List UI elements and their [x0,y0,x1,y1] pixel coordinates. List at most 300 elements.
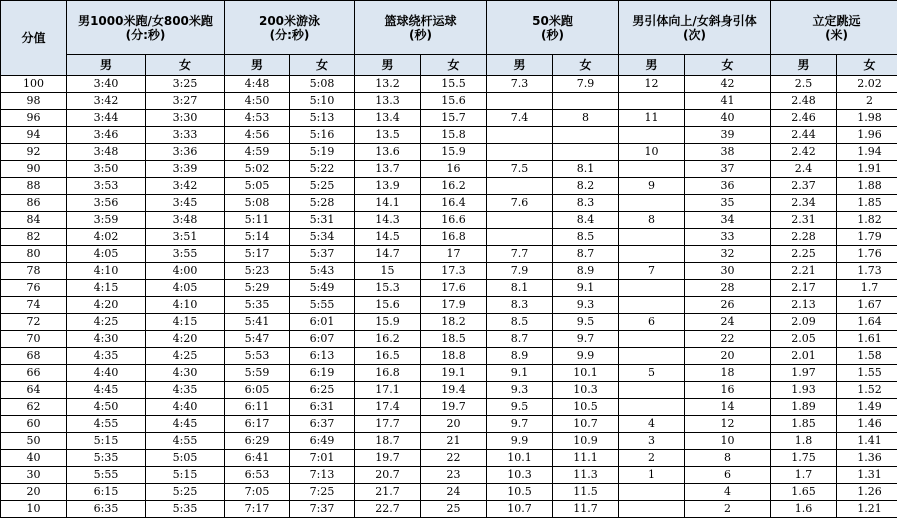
table-cell: 17.7 [355,416,421,433]
table-cell: 4:59 [225,144,290,161]
score-cell: 40 [1,450,67,467]
table-cell: 2.21 [771,263,837,280]
table-cell: 28 [685,280,771,297]
table-cell: 1.8 [771,433,837,450]
table-cell: 11.1 [553,450,619,467]
table-cell: 5:23 [225,263,290,280]
table-cell: 6:07 [290,331,355,348]
score-cell: 62 [1,399,67,416]
table-cell: 15.3 [355,280,421,297]
table-cell: 10 [619,144,685,161]
table-cell: 2.02 [837,76,897,93]
group-header-run [67,1,225,55]
table-cell: 11 [619,110,685,127]
score-cell: 86 [1,195,67,212]
table-cell: 20.7 [355,467,421,484]
table-cell: 9.9 [553,348,619,365]
table-cell: 1.31 [837,467,897,484]
table-cell: 5:05 [146,450,225,467]
table-cell: 16 [421,161,487,178]
table-cell [619,195,685,212]
table-cell: 17 [421,246,487,263]
table-cell: 3:48 [146,212,225,229]
table-cell: 6:41 [225,450,290,467]
table-cell: 2.4 [771,161,837,178]
table-cell: 42 [685,76,771,93]
table-row [1,501,897,518]
table-cell: 17.3 [421,263,487,280]
table-cell: 4:55 [67,416,146,433]
female-header: 女 [290,55,355,76]
table-cell: 5:19 [290,144,355,161]
table-cell: 9.3 [553,297,619,314]
table-cell: 7.9 [553,76,619,93]
score-cell: 60 [1,416,67,433]
group-title: 男引体向上/女斜身引体 [619,14,770,28]
table-cell: 10 [685,433,771,450]
score-cell: 78 [1,263,67,280]
table-cell [619,93,685,110]
table-row [1,195,897,212]
table-cell: 9.5 [487,399,553,416]
table-cell: 5:16 [290,127,355,144]
table-cell [487,93,553,110]
table-cell: 4:56 [225,127,290,144]
table-row [1,484,897,501]
table-cell: 1.36 [837,450,897,467]
table-cell [619,297,685,314]
table-cell: 20 [421,416,487,433]
female-header: 女 [837,55,897,76]
table-row [1,348,897,365]
table-cell: 1.21 [837,501,897,518]
table-cell: 2.28 [771,229,837,246]
table-cell: 5:31 [290,212,355,229]
table-cell [619,229,685,246]
table-cell: 5:59 [225,365,290,382]
table-cell: 16.2 [421,178,487,195]
table-cell: 15.8 [421,127,487,144]
score-cell: 70 [1,331,67,348]
table-cell [619,331,685,348]
table-cell: 1.65 [771,484,837,501]
table-cell: 15.9 [421,144,487,161]
table-cell [619,246,685,263]
table-cell: 1.58 [837,348,897,365]
table-cell: 2.25 [771,246,837,263]
table-cell: 25 [421,501,487,518]
table-cell: 19.4 [421,382,487,399]
table-cell: 6:53 [225,467,290,484]
table-cell: 9.3 [487,382,553,399]
table-cell: 4:53 [225,110,290,127]
table-cell: 9.5 [553,314,619,331]
table-cell: 19.7 [355,450,421,467]
table-cell: 9 [619,178,685,195]
table-cell [619,280,685,297]
table-cell: 5:22 [290,161,355,178]
table-cell: 2.48 [771,93,837,110]
table-cell: 18.7 [355,433,421,450]
table-cell: 3:25 [146,76,225,93]
table-cell: 6:37 [290,416,355,433]
table-cell: 15 [355,263,421,280]
male-header: 男 [67,55,146,76]
table-cell: 1 [619,467,685,484]
table-cell: 2.01 [771,348,837,365]
table-row [1,314,897,331]
table-cell: 2.42 [771,144,837,161]
female-header: 女 [685,55,771,76]
table-cell: 7:17 [225,501,290,518]
table-cell: 7.9 [487,263,553,280]
table-cell: 33 [685,229,771,246]
table-cell: 41 [685,93,771,110]
table-cell: 4:25 [146,348,225,365]
group-header-pullup [619,1,771,55]
group-unit: (秒) [355,28,486,42]
table-cell: 1.7 [771,467,837,484]
table-cell: 15.7 [421,110,487,127]
table-cell: 1.85 [837,195,897,212]
score-cell: 88 [1,178,67,195]
score-cell: 10 [1,501,67,518]
table-cell: 8.9 [553,263,619,280]
table-cell: 6:29 [225,433,290,450]
table-cell: 5:29 [225,280,290,297]
table-cell: 4:48 [225,76,290,93]
table-cell: 30 [685,263,771,280]
table-row [1,399,897,416]
table-cell: 4:05 [146,280,225,297]
table-cell [487,178,553,195]
table-cell: 4:45 [67,382,146,399]
table-cell: 8 [553,110,619,127]
table-cell: 16.5 [355,348,421,365]
table-cell: 4:40 [146,399,225,416]
table-row [1,178,897,195]
group-header-swim [225,1,355,55]
table-cell: 24 [421,484,487,501]
group-header-50m [487,1,619,55]
table-cell: 4:40 [67,365,146,382]
table-cell: 16.2 [355,331,421,348]
table-cell [553,144,619,161]
table-header [1,1,897,76]
table-cell: 35 [685,195,771,212]
table-cell: 3:51 [146,229,225,246]
table-cell: 8.1 [553,161,619,178]
table-cell: 16.6 [421,212,487,229]
table-cell: 18.8 [421,348,487,365]
table-cell: 17.1 [355,382,421,399]
table-cell: 3:55 [146,246,225,263]
table-cell [487,144,553,161]
table-cell: 10.5 [553,399,619,416]
table-cell: 1.49 [837,399,897,416]
table-cell: 7:05 [225,484,290,501]
table-cell: 1.26 [837,484,897,501]
table-cell: 38 [685,144,771,161]
table-cell: 2.44 [771,127,837,144]
table-cell: 1.94 [837,144,897,161]
table-cell: 5:55 [290,297,355,314]
table-cell: 4:30 [67,331,146,348]
table-row [1,212,897,229]
table-cell: 8.5 [487,314,553,331]
male-header: 男 [619,55,685,76]
table-cell: 5:25 [146,484,225,501]
female-header: 女 [421,55,487,76]
score-cell: 100 [1,76,67,93]
group-unit: (分:秒) [225,28,354,42]
table-cell: 1.88 [837,178,897,195]
table-cell: 5:53 [225,348,290,365]
table-row [1,161,897,178]
score-cell: 96 [1,110,67,127]
table-cell: 22.7 [355,501,421,518]
table-cell: 21 [421,433,487,450]
table-cell: 5:41 [225,314,290,331]
table-cell: 5:55 [67,467,146,484]
table-cell: 13.3 [355,93,421,110]
table-cell [553,93,619,110]
table-cell: 2.13 [771,297,837,314]
table-cell: 5:08 [290,76,355,93]
table-row [1,229,897,246]
table-cell: 34 [685,212,771,229]
group-header-jump [771,1,897,55]
score-cell: 92 [1,144,67,161]
table-cell: 10.3 [487,467,553,484]
table-cell: 3:59 [67,212,146,229]
table-cell: 8.9 [487,348,553,365]
table-cell: 4:45 [146,416,225,433]
table-cell: 8.3 [487,297,553,314]
table-cell [553,127,619,144]
table-cell: 14.1 [355,195,421,212]
table-cell: 4:05 [67,246,146,263]
table-cell: 5:02 [225,161,290,178]
table-cell: 6:35 [67,501,146,518]
table-cell: 5:47 [225,331,290,348]
table-cell: 2 [837,93,897,110]
table-cell: 7:25 [290,484,355,501]
table-cell: 9.1 [553,280,619,297]
score-cell: 74 [1,297,67,314]
table-cell: 3:39 [146,161,225,178]
group-unit: (秒) [487,28,618,42]
table-cell: 1.46 [837,416,897,433]
table-cell: 6:01 [290,314,355,331]
female-header: 女 [553,55,619,76]
table-cell: 2.09 [771,314,837,331]
table-cell: 3:33 [146,127,225,144]
table-cell: 3:36 [146,144,225,161]
table-cell: 1.41 [837,433,897,450]
score-cell: 80 [1,246,67,263]
table-cell: 22 [685,331,771,348]
table-cell: 3:45 [146,195,225,212]
group-unit: (次) [619,28,770,42]
table-cell: 5:35 [225,297,290,314]
table-cell: 13.2 [355,76,421,93]
table-cell: 1.55 [837,365,897,382]
header-row-gender [1,55,897,76]
table-cell: 3:42 [146,178,225,195]
table-cell: 9.7 [487,416,553,433]
table-cell: 22 [421,450,487,467]
table-cell: 5:35 [67,450,146,467]
table-cell: 1.6 [771,501,837,518]
table-cell: 8.7 [487,331,553,348]
table-cell: 21.7 [355,484,421,501]
table-cell: 36 [685,178,771,195]
table-row [1,297,897,314]
table-cell: 6:17 [225,416,290,433]
group-unit: (米) [771,28,897,42]
score-cell: 64 [1,382,67,399]
table-cell: 1.67 [837,297,897,314]
table-cell: 32 [685,246,771,263]
table-row [1,416,897,433]
table-cell: 2.5 [771,76,837,93]
table-cell: 4:35 [146,382,225,399]
table-cell: 23 [421,467,487,484]
score-cell: 72 [1,314,67,331]
table-cell: 2.31 [771,212,837,229]
table-cell: 1.85 [771,416,837,433]
table-cell: 3:48 [67,144,146,161]
table-cell: 8.5 [553,229,619,246]
table-cell: 1.93 [771,382,837,399]
table-cell: 5:13 [290,110,355,127]
table-cell: 1.89 [771,399,837,416]
score-cell: 30 [1,467,67,484]
score-column-header: 分值 [1,1,67,76]
table-cell: 2.46 [771,110,837,127]
table-cell: 5:37 [290,246,355,263]
table-cell: 24 [685,314,771,331]
table-cell: 1.82 [837,212,897,229]
table-cell: 4:15 [67,280,146,297]
table-cell [619,382,685,399]
table-cell: 1.76 [837,246,897,263]
table-cell: 6:13 [290,348,355,365]
table-row [1,144,897,161]
score-cell: 68 [1,348,67,365]
table-cell: 6:31 [290,399,355,416]
table-cell: 6:05 [225,382,290,399]
table-cell: 2.34 [771,195,837,212]
table-cell: 20 [685,348,771,365]
score-cell: 98 [1,93,67,110]
table-row [1,127,897,144]
table-cell: 12 [619,76,685,93]
table-cell: 4:30 [146,365,225,382]
table-cell: 4 [619,416,685,433]
table-cell: 7.7 [487,246,553,263]
table-cell: 5:08 [225,195,290,212]
table-cell: 19.7 [421,399,487,416]
table-cell: 3 [619,433,685,450]
table-cell [619,348,685,365]
table-cell: 7:37 [290,501,355,518]
table-cell: 7.6 [487,195,553,212]
table-cell: 6:25 [290,382,355,399]
table-cell: 10.1 [553,365,619,382]
table-cell: 1.64 [837,314,897,331]
table-cell: 18 [685,365,771,382]
table-cell: 9.7 [553,331,619,348]
table-cell: 13.5 [355,127,421,144]
male-header: 男 [355,55,421,76]
table-cell: 4:35 [67,348,146,365]
score-cell: 82 [1,229,67,246]
table-row [1,467,897,484]
female-header: 女 [146,55,225,76]
table-cell: 7 [619,263,685,280]
table-cell: 12 [685,416,771,433]
table-cell: 1.61 [837,331,897,348]
table-row [1,365,897,382]
table-cell: 10.3 [553,382,619,399]
table-cell: 10.9 [553,433,619,450]
table-cell [619,484,685,501]
table-cell: 5:10 [290,93,355,110]
table-cell: 5:35 [146,501,225,518]
table-cell [619,501,685,518]
table-row [1,246,897,263]
table-cell: 4:10 [67,263,146,280]
table-cell: 1.98 [837,110,897,127]
table-cell: 8 [619,212,685,229]
table-cell [487,212,553,229]
table-cell: 4:20 [146,331,225,348]
table-cell: 11.3 [553,467,619,484]
score-cell: 84 [1,212,67,229]
table-cell: 7.3 [487,76,553,93]
table-cell: 8.2 [553,178,619,195]
table-cell: 5:25 [290,178,355,195]
table-cell: 14 [685,399,771,416]
group-title: 50米跑 [487,14,618,28]
table-cell: 26 [685,297,771,314]
table-cell: 17.9 [421,297,487,314]
table-cell: 3:30 [146,110,225,127]
table-cell: 1.7 [837,280,897,297]
table-cell: 16 [685,382,771,399]
table-cell: 5:43 [290,263,355,280]
table-cell: 8.4 [553,212,619,229]
table-cell: 13.9 [355,178,421,195]
table-cell: 16.4 [421,195,487,212]
table-row [1,331,897,348]
table-row [1,76,897,93]
table-cell: 6 [685,467,771,484]
table-cell: 3:42 [67,93,146,110]
table-cell: 4:20 [67,297,146,314]
table-cell: 1.79 [837,229,897,246]
table-cell: 2.37 [771,178,837,195]
table-cell: 4:25 [67,314,146,331]
table-cell: 9.1 [487,365,553,382]
table-cell: 3:44 [67,110,146,127]
table-cell [487,127,553,144]
table-cell: 14.3 [355,212,421,229]
table-cell: 6 [619,314,685,331]
group-title: 男1000米跑/女800米跑 [67,14,224,28]
